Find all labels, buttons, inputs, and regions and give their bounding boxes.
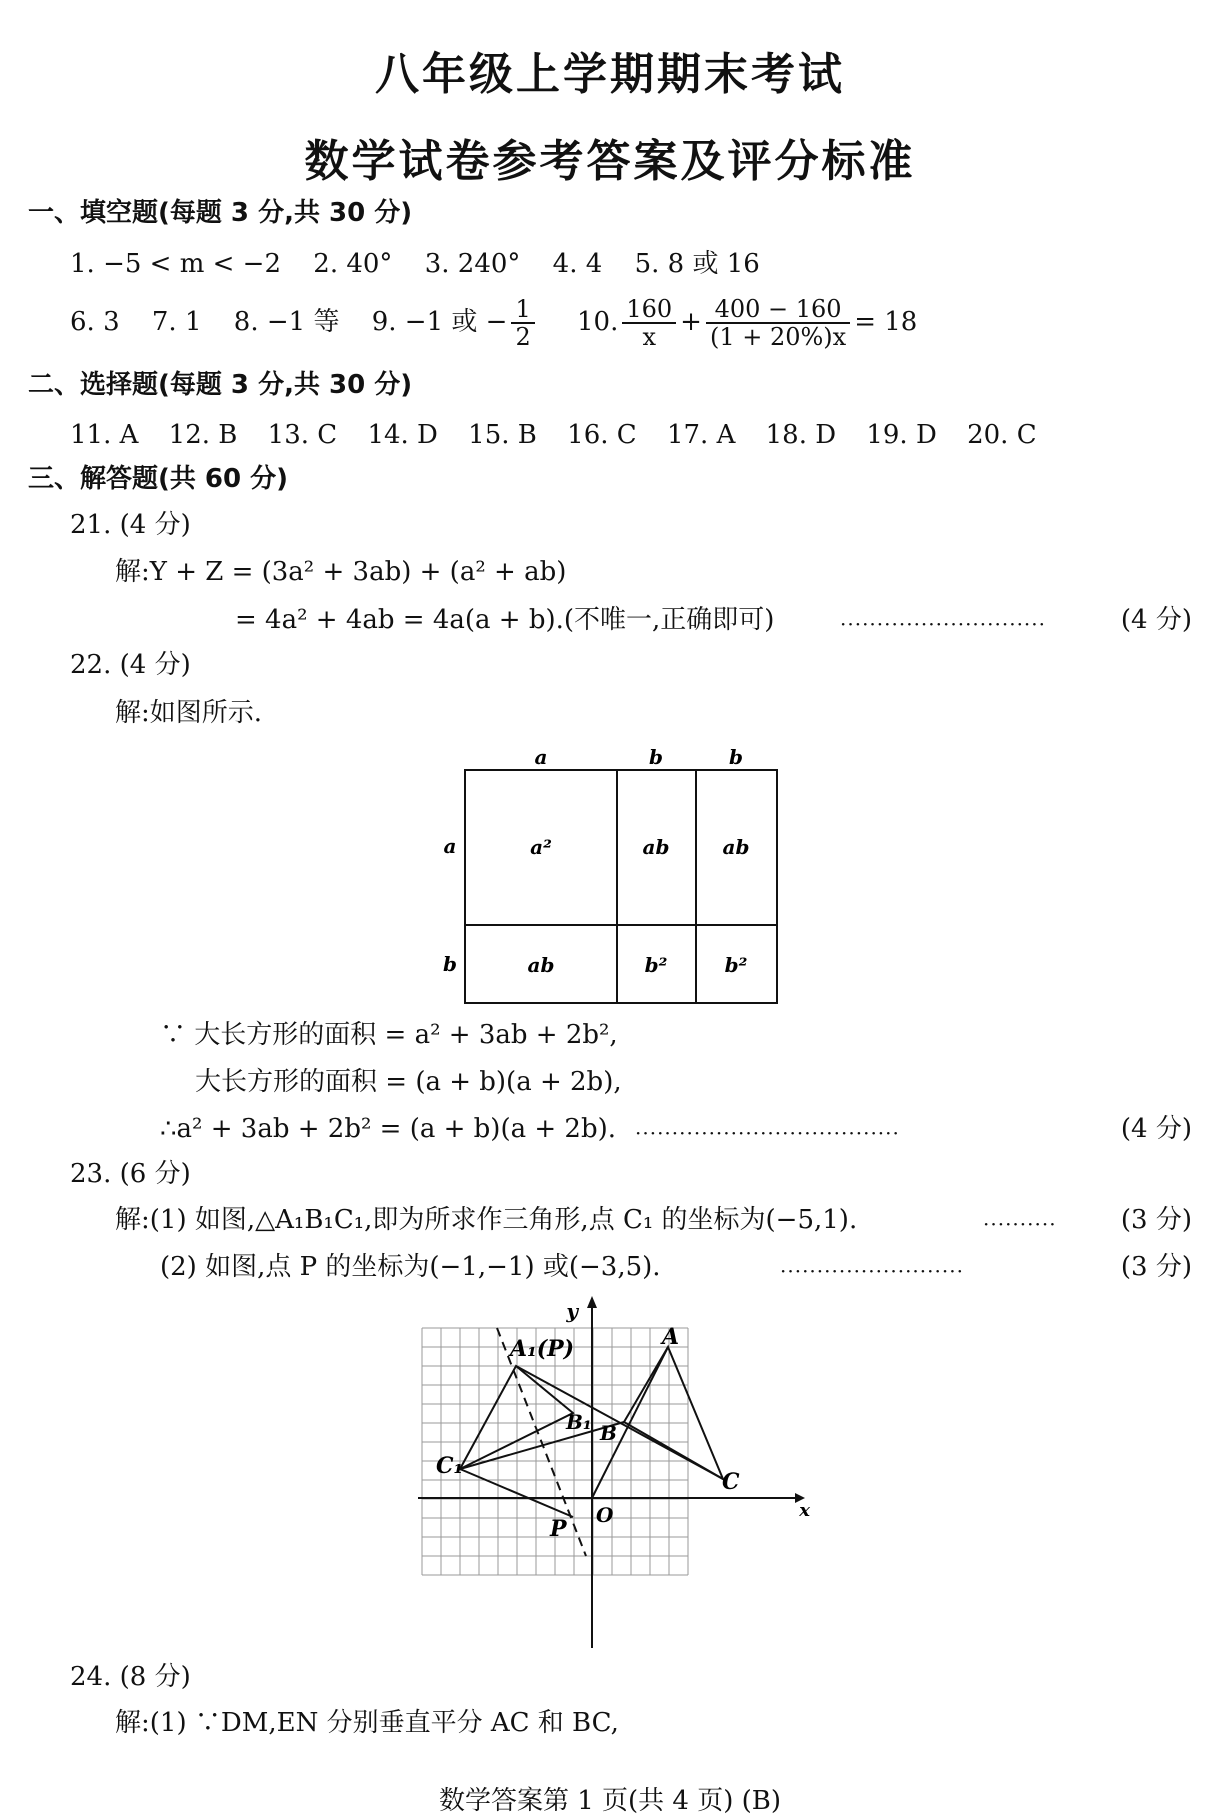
- q23-dot-leader-2: ·························: [780, 1259, 964, 1283]
- answer-9: 9. −1 或 − $\frac{1}{2}$: [372, 307, 539, 337]
- q21-score: (4 分): [1120, 605, 1192, 635]
- point-c-label: C: [722, 1469, 740, 1495]
- q22-line-2: ∵ 大长方形的面积 = a² + 3ab + 2b²,: [160, 1020, 618, 1050]
- q22-line-3: 大长方形的面积 = (a + b)(a + 2b),: [195, 1067, 622, 1097]
- side-label-b: b: [443, 952, 457, 976]
- answer-7: 7. 1: [151, 307, 202, 337]
- choice-answers-row: [70, 418, 1037, 452]
- answer-1: 1. −5 < m < −2: [70, 249, 282, 279]
- y-axis-arrow: [587, 1296, 597, 1308]
- choice-16: 16. C: [567, 420, 637, 450]
- q22-line-4: ∴a² + 3ab + 2b² = (a + b)(a + 2b).: [160, 1114, 617, 1144]
- cell-ab-2: ab: [722, 835, 750, 859]
- q22-score: (4 分): [1120, 1114, 1192, 1144]
- fill-answers-row-1: [70, 247, 784, 281]
- cell-b-squared-1: b²: [644, 953, 668, 977]
- choice-18: 18. D: [765, 420, 837, 450]
- choice-14: 14. D: [367, 420, 438, 450]
- fraction-160-over-x: $\frac{160}{x}$: [622, 296, 676, 350]
- point-a1-p-label: A₁(P): [510, 1336, 575, 1362]
- cell-ab-3: ab: [527, 953, 555, 977]
- top-label-b-1: b: [649, 745, 663, 769]
- q21-line-1: 解:Y + Z = (3a² + 3ab) + (a² + ab): [115, 557, 567, 587]
- y-axis-label: y: [566, 1299, 578, 1323]
- fraction-240-over-1-2x: $\frac{400 - 160}{(1 + 20\%)x}$: [706, 296, 850, 350]
- fill-answers-row-2: [70, 296, 917, 350]
- q23-dot-leader-1: ··········: [983, 1212, 1057, 1236]
- choice-15: 15. B: [468, 420, 537, 450]
- top-label-a: a: [534, 745, 548, 769]
- coordinate-graph: [400, 1290, 820, 1660]
- choice-13: 13. C: [267, 420, 338, 450]
- point-b-label: B: [600, 1421, 617, 1445]
- point-b1-label: B₁: [566, 1410, 592, 1434]
- cell-ab-1: ab: [642, 835, 670, 859]
- section-fill-blank-heading: 一、填空题(每题 3 分,共 30 分): [28, 198, 413, 228]
- fraction-one-half: $\frac{1}{2}$: [511, 296, 534, 350]
- q23-line-1: 解:(1) 如图,△A₁B₁C₁,即为所求作三角形,点 C₁ 的坐标为(−5,1).: [115, 1205, 858, 1235]
- point-c1-label: C₁: [436, 1453, 464, 1479]
- q23-score-1: (3 分): [1120, 1205, 1192, 1235]
- origin-label: O: [596, 1503, 614, 1527]
- cell-a-squared: a²: [530, 835, 552, 859]
- q22-dot-leader: ····································: [635, 1121, 900, 1145]
- answer-2: 2. 40°: [313, 249, 393, 279]
- answer-4: 4. 4: [552, 249, 603, 279]
- answer-6: 6. 3: [70, 307, 120, 337]
- exam-title: 八年级上学期期末考试: [375, 49, 845, 100]
- point-p-label: P: [550, 1516, 567, 1542]
- choice-12: 12. B: [168, 420, 238, 450]
- answer-5: 5. 8 或 16: [634, 249, 760, 279]
- answer-8: 8. −1 等: [233, 307, 340, 337]
- q23-score-2: (3 分): [1120, 1252, 1192, 1282]
- choice-20: 20. C: [967, 420, 1037, 450]
- top-label-b-2: b: [729, 745, 743, 769]
- q23-line-2: (2) 如图,点 P 的坐标为(−1,−1) 或(−3,5).: [160, 1252, 661, 1282]
- choice-11: 11. A: [70, 420, 139, 450]
- q21-heading: 21. (4 分): [70, 510, 191, 540]
- side-label-a: a: [443, 834, 457, 858]
- answer-key-title: 数学试卷参考答案及评分标准: [304, 136, 916, 187]
- section-solutions-heading: 三、解答题(共 60 分): [28, 464, 289, 494]
- q24-line-1: 解:(1) ∵DM,EN 分别垂直平分 AC 和 BC,: [115, 1708, 619, 1738]
- q21-line-2: = 4a² + 4ab = 4a(a + b).(不唯一,正确即可): [235, 605, 775, 635]
- q22-line-1: 解:如图所示.: [115, 698, 263, 728]
- q23-heading: 23. (6 分): [70, 1159, 191, 1189]
- choice-19: 19. D: [866, 420, 937, 450]
- section-multiple-choice-heading: 二、选择题(每题 3 分,共 30 分): [28, 370, 413, 400]
- choice-17: 17. A: [666, 420, 736, 450]
- cell-b-squared-2: b²: [724, 953, 748, 977]
- x-axis-label: x: [799, 1500, 810, 1521]
- point-a-label: A: [662, 1324, 680, 1350]
- q22-heading: 22. (4 分): [70, 650, 191, 680]
- triangle-abc: [624, 1347, 723, 1479]
- answer-10: 10. $\frac{160}{x}$ + $\frac{400 - 160}{(1 + 20\%)x}$ = 18: [576, 295, 918, 351]
- rectangle-area-diagram: [430, 740, 800, 1010]
- q21-dot-leader: ····························: [840, 612, 1047, 636]
- q24-heading: 24. (8 分): [70, 1662, 191, 1692]
- page-footer: 数学答案第 1 页(共 4 页) (B): [438, 1786, 782, 1816]
- answer-3: 3. 240°: [424, 249, 521, 279]
